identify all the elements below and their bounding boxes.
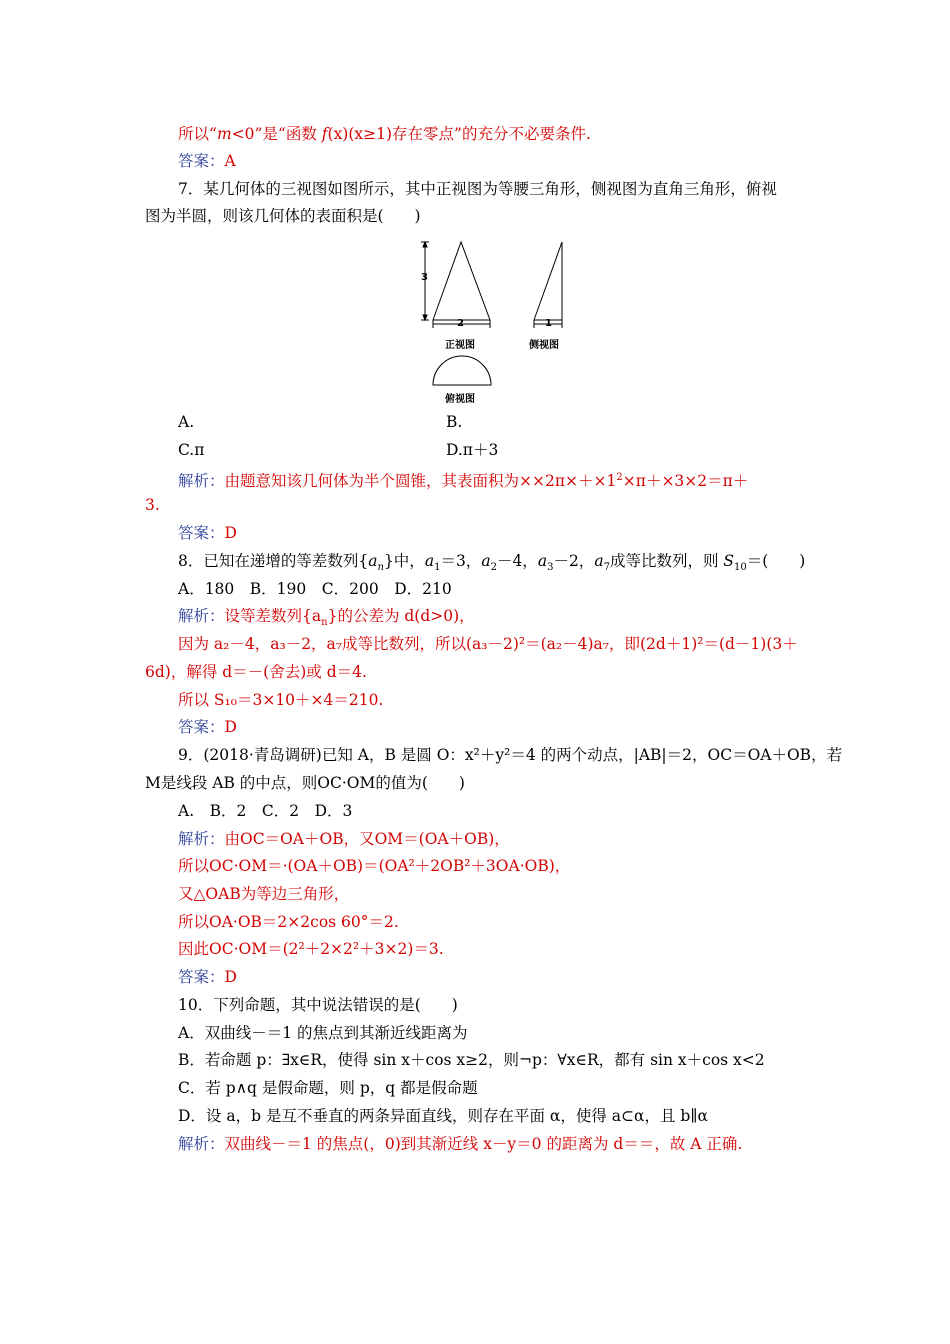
q8-options: A．180 B．190 C．200 D．210 xyxy=(178,580,452,598)
three-view-figure xyxy=(415,234,585,404)
q7-stem-line2: 图为半圆，则该几何体的表面积是( ) xyxy=(145,207,421,225)
front-view-label: 正视图 xyxy=(445,340,475,351)
q9-analysis-line4: 所以OA·OB＝2×2cos 60°＝2. xyxy=(178,913,399,931)
q6-answer: 答案：A xyxy=(178,152,236,170)
q7-analysis-line2: 3. xyxy=(145,496,160,514)
top-view-semicircle xyxy=(433,356,491,385)
q8-analysis-line2: 因为 a₂－4，a₃－2，a₇成等比数列，所以(a₃－2)²＝(a₂－4)a₇，即(2d＋1)²＝(d－1)(3＋ xyxy=(178,635,798,653)
side-label: 1 xyxy=(545,318,552,329)
q9-analysis-line1: 解析：由OC＝OA＋OB，又OM＝(OA＋OB)， xyxy=(178,830,510,848)
base-label: 2 xyxy=(457,318,464,329)
q9-analysis-line3: 又△OAB为等边三角形， xyxy=(178,885,350,903)
q9-options: A. B．2 C．2 D．3 xyxy=(178,802,353,820)
front-view-triangle xyxy=(433,242,490,320)
side-view-triangle xyxy=(534,242,562,320)
q9-stem-line1: 9．(2018·青岛调研)已知 A，B 是圆 O：x²＋y²＝4 的两个动点，|AB|＝2，OC＝OA＋OB，若 xyxy=(178,746,843,764)
top-view-label: 俯视图 xyxy=(445,394,475,405)
q10-option-a: A．双曲线－＝1 的焦点到其渐近线距离为 xyxy=(178,1024,468,1042)
height-label: 3 xyxy=(421,272,428,283)
q8-analysis-line3: 6d)，解得 d＝－(舍去)或 d＝4. xyxy=(145,663,367,681)
q10-stem: 10．下列命题，其中说法错误的是( ) xyxy=(178,996,458,1014)
q9-answer: 答案：D xyxy=(178,968,237,986)
q10-analysis-line1: 解析：双曲线－＝1 的焦点(，0)到其渐近线 x－y＝0 的距离为 d＝＝，故 A 正确. xyxy=(178,1135,743,1153)
q10-option-c: C．若 p∧q 是假命题，则 p，q 都是假命题 xyxy=(178,1079,478,1097)
side-view-label: 侧视图 xyxy=(529,340,559,351)
q6-conclusion: 所以“m<0”是“函数 f(x)(x≥1)存在零点”的充分不必要条件. xyxy=(178,125,591,143)
q7-option-b: B. xyxy=(446,413,463,431)
q9-stem-line2: M是线段 AB 的中点，则OC·OM的值为( ) xyxy=(145,774,465,792)
q9-analysis-line5: 因此OC·OM＝(2²＋2×2²＋3×2)＝3. xyxy=(178,940,444,958)
q10-option-b: B．若命题 p：∃x∈R，使得 sin x＋cos x≥2，则¬p：∀x∈R，都有 sin x＋cos x<2 xyxy=(178,1051,765,1069)
q8-analysis-line4: 所以 S₁₀＝3×10＋×4＝210. xyxy=(178,691,384,709)
q10-option-d: D．设 a，b 是互不垂直的两条异面直线，则存在平面 α，使得 a⊂α，且 b∥α xyxy=(178,1107,708,1125)
q7-option-d: D.π＋3 xyxy=(446,441,499,459)
q7-option-c: C.π xyxy=(178,441,205,459)
q9-analysis-line2: 所以OC·OM＝·(OA＋OB)＝(OA²＋2OB²＋3OA·OB)， xyxy=(178,857,571,875)
q7-stem-line1: 7．某几何体的三视图如图所示，其中正视图为等腰三角形，侧视图为直角三角形，俯视 xyxy=(178,180,777,198)
q8-stem: 8．已知在递增的等差数列$\{a_n\}$中，$a_1=3$，$a_2-4$，$a_3-2$，$a_7$成等比数列，则 $S_{10}=$( ) xyxy=(178,552,806,574)
q8-analysis-line1: 解析：设等差数列$\{a_n\}$的公差为 d(d>0)， xyxy=(178,607,475,629)
q8-answer: 答案：D xyxy=(178,718,237,736)
q7-option-a: A. xyxy=(178,413,195,431)
q7-answer: 答案：D xyxy=(178,524,237,542)
q7-analysis-line1: 解析：由题意知该几何体为半个圆锥，其表面积为$\times\times 2\pi\times+\times 1^2\times\pi+\times 3\times 2=\pi+$ xyxy=(178,472,749,491)
